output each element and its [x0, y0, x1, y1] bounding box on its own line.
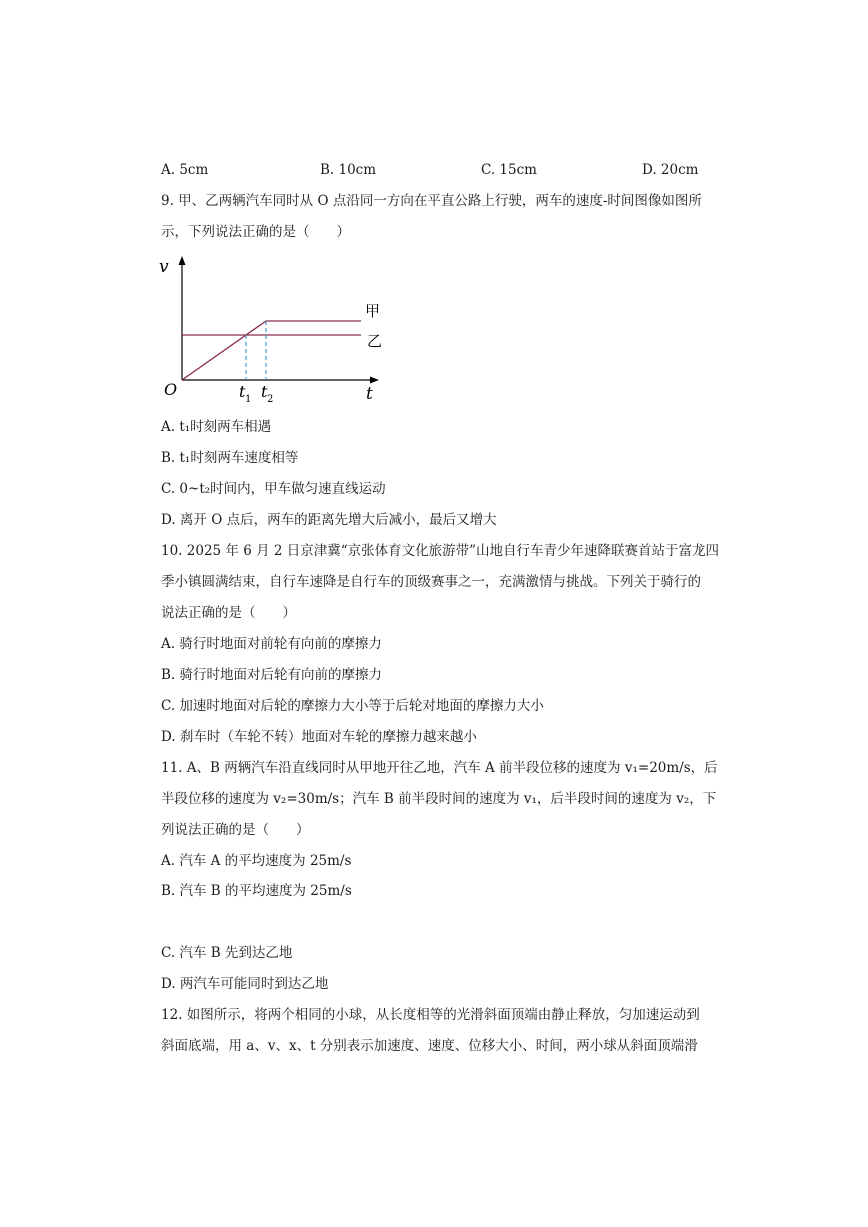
yi-label: 乙 [367, 332, 383, 350]
t1-label: t [239, 382, 246, 401]
q11-option-d: D. 两汽车可能同时到达乙地 [161, 976, 329, 992]
q11-stem-line2: 半段位移的速度为 v₂=30m/s；汽车 B 前半段时间的速度为 v₁，后半段时间的速度为 v₂，下 [161, 791, 717, 807]
jia-label: 甲 [365, 302, 381, 320]
q9-velocity-time-graph [155, 252, 395, 407]
q8-option-c: C. 15cm [481, 162, 537, 178]
q10-option-d: D. 刹车时（车轮不转）地面对车轮的摩擦力越来越小 [161, 729, 477, 745]
q11-stem-line3: 列说法正确的是（ ） [161, 822, 310, 838]
q12-stem-line1: 12. 如图所示，将两个相同的小球，从长度相等的光滑斜面顶端由静止释放，匀加速运动到 [161, 1007, 700, 1023]
q10-option-c: C. 加速时地面对后轮的摩擦力大小等于后轮对地面的摩擦力大小 [161, 698, 544, 714]
q12-stem-line2: 斜面底端，用 a、v、x、t 分别表示加速度、速度、位移大小、时间，两小球从斜面顶端滑 [161, 1038, 698, 1054]
t2-subscript: 2 [267, 394, 274, 405]
q8-option-a: A. 5cm [161, 162, 209, 178]
t2-label: t [261, 382, 268, 401]
q9-option-a: A. t₁时刻两车相遇 [161, 419, 272, 435]
q10-option-b: B. 骑行时地面对后轮有向前的摩擦力 [161, 667, 383, 683]
q11-option-a: A. 汽车 A 的平均速度为 25m/s [161, 853, 352, 869]
t-axis-arrow [370, 377, 379, 384]
q9-option-c: C. 0~t₂时间内，甲车做匀速直线运动 [161, 481, 386, 497]
v-axis-arrow [179, 256, 186, 265]
origin-label: O [164, 380, 178, 399]
q11-option-c: C. 汽车 B 先到达乙地 [161, 945, 293, 961]
q8-option-b: B. 10cm [320, 162, 377, 178]
q8-option-d: D. 20cm [642, 162, 699, 178]
v-axis-label: v [159, 257, 169, 277]
q10-option-a: A. 骑行时地面对前轮有向前的摩擦力 [161, 636, 382, 652]
q10-stem-line1: 10. 2025 年 6 月 2 日京津冀“京张体育文化旅游带”山地自行车青少年速降联赛首站于富龙四 [161, 543, 720, 559]
t-axis-label: t [366, 384, 373, 404]
q9-option-b: B. t₁时刻两车速度相等 [161, 450, 299, 466]
q10-stem-line2: 季小镇圆满结束，自行车速降是自行车的顶级赛事之一，充满激情与挑战。下列关于骑行的 [161, 574, 701, 590]
q11-option-b: B. 汽车 B 的平均速度为 25m/s [161, 883, 352, 899]
q9-stem-line2: 示，下列说法正确的是（ ） [161, 224, 350, 240]
line-jia [182, 321, 361, 380]
q9-option-d: D. 离开 O 点后，两车的距离先增大后减小，最后又增大 [161, 512, 497, 528]
q11-stem-line1: 11. A、B 两辆汽车沿直线同时从甲地开往乙地，汽车 A 前半段位移的速度为 v₁=20m/s，后 [161, 760, 718, 776]
t1-subscript: 1 [245, 394, 252, 405]
q10-stem-line3: 说法正确的是（ ） [161, 605, 296, 621]
q9-stem-line1: 9. 甲、乙两辆汽车同时从 O 点沿同一方向在平直公路上行驶，两车的速度-时间图像如图所 [161, 193, 702, 209]
